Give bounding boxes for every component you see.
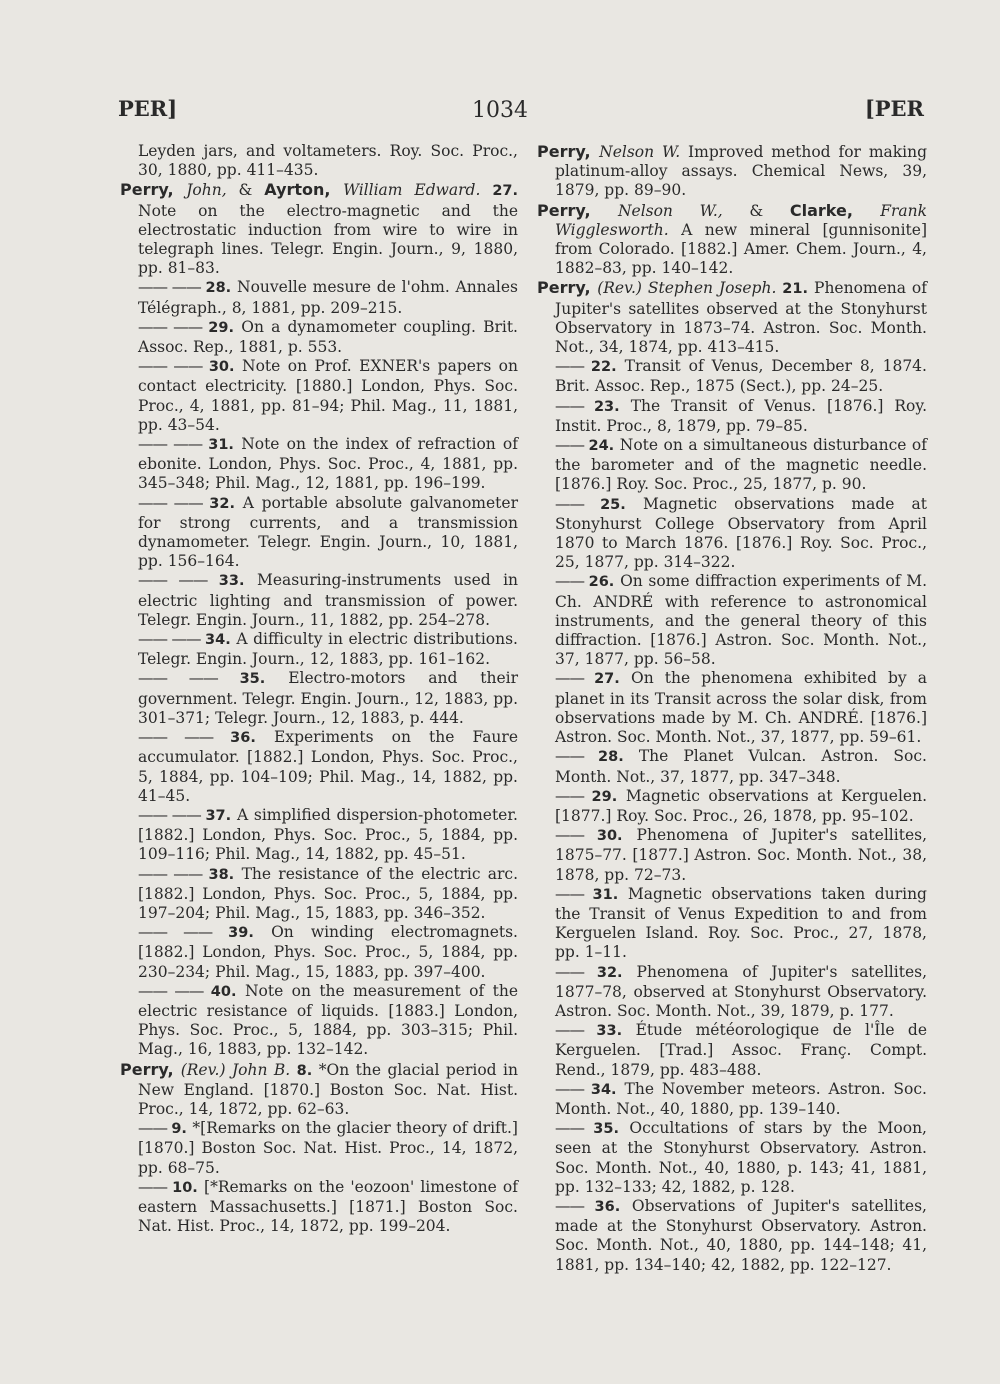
entry-text: The resistance of the electric arc. [1882.] London, Phys. Soc. Proc., 5, 1884, pp. 197–204; Phil. Mag., 15, 1883, pp. 346–352. bbox=[138, 864, 518, 922]
entry-text: Magnetic observations made at Stonyhurst College Observatory from April 1870 to March 1876. [1876.] Roy. Soc. Proc., 25, 1877, pp. 314–322. bbox=[555, 494, 927, 572]
right-column bbox=[537, 142, 927, 1275]
ditto-dash: —— bbox=[555, 572, 589, 591]
entry-text: Phenomena of Jupiter's satellites, 1877–78, observed at Stonyhurst Observatory. Astron. Soc. Month. Not., 39, 1879, p. 177. bbox=[555, 962, 927, 1020]
ditto-dash: —— bbox=[555, 494, 601, 513]
entry-text: The November meteors. Astron. Soc. Month. Not., 40, 1880, pp. 139–140. bbox=[555, 1079, 927, 1118]
entry-text: Note on a simultaneous disturbance of the barometer and of the magnetic needle. [1876.] Roy. Soc. Proc., 25, 1877, p. 90. bbox=[555, 436, 927, 494]
entry-text: A new mineral [gunnisonite] from Colorado. [1882.] Amer. Chem. Journ., 4, 1882–83, pp. 140–142. bbox=[555, 220, 927, 278]
entry-text: Measuring-instruments used in electric lighting and transmission of power. Telegr. Engin. Journ., 11, 1882, pp. 254–278. bbox=[138, 571, 519, 629]
bibliography-entry bbox=[537, 436, 927, 495]
bibliography-entry bbox=[120, 494, 518, 572]
entry-number: 28. bbox=[598, 749, 639, 766]
entry-number: 34. bbox=[590, 1081, 625, 1098]
bibliography-entry bbox=[537, 397, 927, 436]
bibliography-entry bbox=[120, 728, 518, 806]
entry-text: On winding electromagnets. [1882.] London, Phys. Soc. Proc., 5, 1884, pp. 230–234; Phil. Mag., 15, 1883, pp. 397–400. bbox=[138, 923, 518, 981]
ditto-dash: —— —— bbox=[138, 728, 231, 747]
header-right: [PER bbox=[864, 96, 924, 121]
entry-number: 29. bbox=[208, 319, 242, 336]
entry-text: Nouvelle mesure de l'ohm. Annales Télégraph., 8, 1881, pp. 209–215. bbox=[138, 278, 518, 317]
bibliography-entry bbox=[537, 1119, 927, 1197]
author-surname: Perry, bbox=[120, 1059, 181, 1079]
bibliography-entry bbox=[120, 1178, 518, 1237]
page-number: 1034 bbox=[472, 98, 528, 123]
bibliography-entry bbox=[537, 572, 927, 669]
bibliography-entry bbox=[120, 435, 518, 494]
author-surname: Perry, bbox=[537, 278, 598, 298]
bibliography-entry bbox=[120, 357, 518, 435]
entry-number: 9. bbox=[171, 1121, 193, 1138]
ditto-dash: —— bbox=[555, 826, 597, 845]
entry-text: Experiments on the Faure accumulator. [1882.] London, Phys. Soc. Proc., 5, 1884, pp. 104–109; Phil. Mag., 14, 1882, pp. 41–45. bbox=[138, 728, 518, 805]
bibliography-entry bbox=[120, 806, 518, 865]
entry-number: 33. bbox=[596, 1023, 636, 1040]
author-forename: Nelson W. bbox=[599, 143, 689, 161]
ditto-dash: —— bbox=[555, 1079, 591, 1098]
entry-number: 26. bbox=[588, 574, 621, 591]
entry-number: 23. bbox=[593, 398, 631, 415]
entry-number: 28. bbox=[205, 280, 238, 297]
ditto-dash: —— —— bbox=[138, 278, 206, 297]
author-forename: Stephen Joseph. bbox=[647, 279, 783, 298]
entry-text: Phenomena of Jupiter's satellites observed at the Stonyhurst Observatory in 1873–74. Astron. Soc. Month. Not., 34, 1874, pp. 413–415. bbox=[555, 279, 927, 357]
ditto-dash: —— —— bbox=[138, 317, 209, 336]
coauthor-forename: William Edward. bbox=[343, 181, 493, 200]
coauthor-surname: Ayrton, bbox=[264, 180, 344, 200]
entry-text: Improved method for making platinum-alloy assays. Chemical News, 39, 1879, pp. 89–90. bbox=[555, 143, 928, 200]
ampersand: & bbox=[238, 181, 265, 200]
author-forename: John B. bbox=[231, 1060, 297, 1079]
entry-text: Magnetic observations at Kerguelen. [1877.] Roy. Soc. Proc., 26, 1878, pp. 95–102. bbox=[555, 786, 927, 825]
entry-text: *On the glacial period in New England. [1870.] Boston Soc. Nat. Hist. Proc., 14, 1872, pp. 62–63. bbox=[138, 1060, 518, 1118]
ampersand: & bbox=[749, 201, 790, 220]
author-surname: Perry, bbox=[537, 200, 618, 220]
entry-text: Étude météorologique de l'Île de Kerguelen. [Trad.] Assoc. Franç. Compt. Rend., 1879, pp. 483–488. bbox=[555, 1021, 927, 1079]
ditto-dash: —— —— bbox=[138, 805, 206, 824]
bibliography-entry bbox=[537, 201, 927, 279]
bibliography-entry bbox=[120, 180, 518, 278]
entry-text: A simplified dispersion-photometer. [1882.] London, Phys. Soc. Proc., 5, 1884, pp. 109–116; Phil. Mag., 14, 1882, pp. 45–51. bbox=[138, 805, 518, 864]
entry-number: 27. bbox=[594, 671, 631, 688]
bibliography-entry bbox=[537, 885, 927, 963]
bibliography-entry bbox=[537, 747, 927, 786]
bibliography-entry bbox=[537, 787, 927, 826]
ditto-dash: —— —— bbox=[138, 981, 211, 1000]
bibliography-entry bbox=[120, 982, 518, 1060]
entry-text: Transit of Venus, December 8, 1874. Brit. Assoc. Rep., 1875 (Sect.), pp. 24–25. bbox=[555, 357, 927, 396]
entry-number: 27. bbox=[492, 183, 518, 200]
ditto-dash: —— —— bbox=[138, 630, 206, 649]
entry-text: On some diffraction experiments of M. Ch. ANDRÉ with reference to astronomical instruments, and the general theory of this diffraction. [1876.] Astron. Soc. Month. Not., 37, 1877, pp. 56–58. bbox=[555, 572, 927, 669]
entry-text: Note on the index of refraction of ebonite. London, Phys. Soc. Proc., 4, 1881, pp. 345–348; Phil. Mag., 12, 1881, pp. 196–199. bbox=[138, 435, 518, 493]
entry-number: 36. bbox=[230, 730, 275, 747]
entry-number: 10. bbox=[172, 1179, 205, 1196]
coauthor-surname: Clarke, bbox=[789, 200, 881, 220]
entry-number: 37. bbox=[205, 807, 237, 824]
entry-number: 21. bbox=[782, 281, 815, 298]
entry-number: 36. bbox=[594, 1198, 632, 1215]
entry-number: 32. bbox=[209, 495, 243, 512]
ditto-dash: —— —— bbox=[138, 357, 209, 376]
entry-number: 40. bbox=[210, 983, 245, 1000]
entry-number: 35. bbox=[593, 1121, 630, 1138]
author-title: (Rev.) bbox=[180, 1060, 232, 1079]
entry-text: Note on the electro-magnetic and the electrostatic induction from wire to wire in telegraph lines. Telegr. Engin. Journ., 9, 1880, pp. 81–83. bbox=[138, 201, 518, 278]
bibliography-entry bbox=[120, 865, 518, 924]
ditto-dash: —— —— bbox=[138, 864, 209, 883]
entry-text: Occultations of stars by the Moon, seen at the Stonyhurst Observatory. Astron. Soc. Month. Not., 40, 1880, p. 143; 41, 1881, pp. 132–133; 42, 1882, p. 128. bbox=[555, 1119, 927, 1196]
bibliography-entry bbox=[120, 571, 518, 630]
entry-number: 38. bbox=[208, 866, 242, 883]
ditto-dash: —— bbox=[555, 669, 595, 688]
entry-number: 24. bbox=[588, 438, 620, 455]
ditto-dash: —— bbox=[555, 436, 589, 455]
bibliography-entry bbox=[120, 1060, 518, 1120]
entry-text: Electro-motors and their government. Telegr. Engin. Journ., 12, 1883, pp. 301–371; Telegr. Journ., 12, 1883, p. 444. bbox=[138, 669, 518, 727]
bibliography-entry bbox=[120, 142, 518, 180]
bibliography-entry bbox=[537, 826, 927, 885]
entry-number: 31. bbox=[592, 886, 628, 903]
ditto-dash: —— bbox=[138, 1177, 173, 1196]
entry-text: Leyden jars, and voltameters. Roy. Soc. Proc., 30, 1880, pp. 411–435. bbox=[138, 142, 518, 180]
bibliography-entry bbox=[120, 630, 518, 669]
ditto-dash: —— bbox=[555, 786, 592, 805]
entry-text: Note on the measurement of the electric resistance of liquids. [1883.] London, Phys. Soc. Proc., 5, 1884, pp. 303–315; Phil. Mag., 16, 1883, pp. 132–142. bbox=[138, 981, 518, 1059]
ditto-dash: —— bbox=[555, 747, 599, 766]
ditto-dash: —— bbox=[555, 1196, 595, 1215]
entry-text: A difficulty in electric distributions. Telegr. Engin. Journ., 12, 1883, pp. 161–162. bbox=[138, 630, 518, 669]
bibliography-entry bbox=[537, 669, 927, 747]
bibliography-entry bbox=[537, 142, 927, 201]
ditto-dash: —— —— bbox=[138, 435, 209, 454]
entry-number: 32. bbox=[596, 964, 637, 981]
ditto-dash: —— bbox=[555, 396, 594, 415]
ditto-dash: —— bbox=[555, 884, 593, 903]
author-forename: Nelson W., bbox=[617, 201, 750, 220]
author-surname: Perry, bbox=[537, 142, 600, 161]
ditto-dash: —— —— bbox=[138, 923, 229, 942]
ditto-dash: —— —— bbox=[138, 571, 219, 590]
bibliography-entry bbox=[537, 278, 927, 357]
left-column bbox=[120, 142, 518, 1236]
entry-text: Magnetic observations taken during the Transit of Venus Expedition to and from Kerguelen Island. Roy. Soc. Proc., 27, 1878, pp. 1–11. bbox=[555, 884, 927, 962]
bibliography-entry bbox=[120, 923, 518, 982]
bibliography-entry bbox=[537, 963, 927, 1022]
entry-text: The Planet Vulcan. Astron. Soc. Month. Not., 37, 1877, pp. 347–348. bbox=[555, 747, 927, 786]
entry-number: 30. bbox=[208, 359, 243, 376]
bibliography-entry bbox=[537, 1021, 927, 1080]
entry-number: 29. bbox=[591, 788, 626, 805]
header-left: PER] bbox=[118, 96, 178, 121]
bibliography-entry bbox=[120, 318, 518, 357]
bibliography-entry bbox=[537, 1197, 927, 1275]
entry-text: Note on Prof. EXNER's papers on contact electricity. [1880.] London, Phys. Soc. Proc., 4, 1881, pp. 81–94; Phil. Mag., 11, 1881, pp. 43–54. bbox=[138, 357, 518, 434]
bibliography-entry bbox=[537, 357, 927, 396]
bibliography-entry bbox=[537, 495, 927, 573]
ditto-dash: —— bbox=[138, 1119, 172, 1138]
ditto-dash: —— bbox=[555, 1021, 597, 1040]
ditto-dash: —— bbox=[555, 1119, 594, 1138]
entry-text: A portable absolute galvanometer for strong currents, and a transmission dynamometer. Telegr. Engin. Journ., 10, 1881, pp. 156–164. bbox=[138, 493, 518, 571]
ditto-dash: —— —— bbox=[138, 669, 240, 688]
entry-number: 34. bbox=[205, 632, 237, 649]
ditto-dash: —— bbox=[555, 962, 597, 981]
entry-number: 30. bbox=[596, 828, 637, 845]
entry-text: The Transit of Venus. [1876.] Roy. Instit. Proc., 8, 1879, pp. 79–85. bbox=[555, 396, 927, 435]
bibliography-entry bbox=[120, 278, 518, 317]
ditto-dash: —— bbox=[555, 357, 591, 376]
entry-text: Phenomena of Jupiter's satellites, 1875–77. [1877.] Astron. Soc. Month. Not., 38, 1878, pp. 72–73. bbox=[555, 826, 927, 884]
entry-text: On the phenomena exhibited by a planet in its Transit across the solar disk, from observations made by M. Ch. ANDRÉ. [1876.] Astron. Soc. Month. Not., 37, 1877, pp. 59–61. bbox=[555, 669, 927, 747]
bibliography-entry bbox=[537, 1080, 927, 1119]
coauthor-forename: Frank Wigglesworth. bbox=[555, 201, 927, 239]
entry-number: 22. bbox=[590, 359, 625, 376]
entry-text: [*Remarks on the 'eozoon' limestone of eastern Massachusetts.] [1871.] Boston Soc. Nat. Hist. Proc., 14, 1872, pp. 199–204. bbox=[138, 1177, 518, 1236]
entry-number: 31. bbox=[208, 437, 242, 454]
entry-text: *[Remarks on the glacier theory of drift.] [1870.] Boston Soc. Nat. Hist. Proc., 14, 1872, pp. 68–75. bbox=[138, 1119, 518, 1177]
entry-text: On a dynamometer coupling. Brit. Assoc. Rep., 1881, p. 553. bbox=[138, 317, 518, 357]
entry-number: 35. bbox=[239, 671, 289, 688]
author-title: (Rev.) bbox=[597, 279, 648, 298]
entry-number: 25. bbox=[600, 496, 643, 513]
entry-number: 33. bbox=[218, 573, 257, 590]
entry-text: Observations of Jupiter's satellites, made at the Stonyhurst Observatory. Astron. Soc. Month. Not., 40, 1880, pp. 144–148; 41, 1881, pp. 134–140; 42, 1882, pp. 122–127. bbox=[555, 1196, 927, 1274]
bibliography-entry bbox=[120, 669, 518, 728]
bibliography-entry bbox=[120, 1119, 518, 1178]
ditto-dash: —— —— bbox=[138, 493, 210, 512]
author-surname: Perry, bbox=[120, 180, 187, 200]
entry-number: 8. bbox=[296, 1062, 319, 1079]
entry-number: 39. bbox=[228, 925, 272, 942]
author-forename: John, bbox=[186, 181, 239, 200]
